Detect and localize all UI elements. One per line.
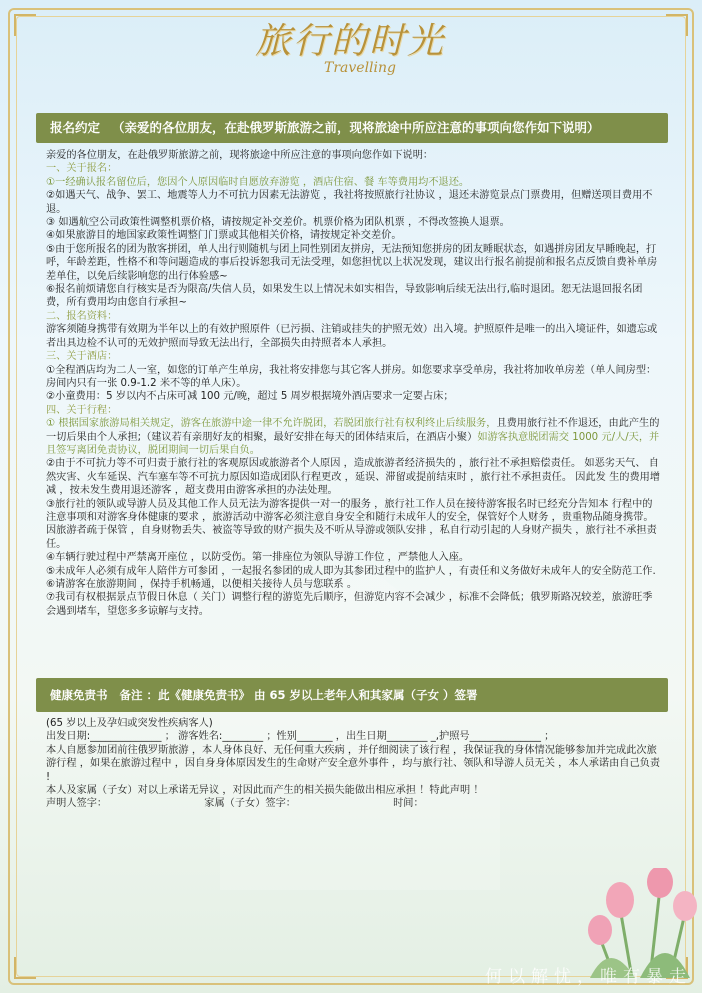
list-item — [46, 417, 662, 457]
section-heading: 四、关于行程： — [46, 404, 118, 416]
intro-text: 亲爱的各位朋友，在赴俄罗斯旅游之前，现将旅途中所应注意的事项向您作如下说明： — [46, 150, 434, 161]
list-item: ③旅行社的领队或导游人员及其他工作人员无法为游客提供一对一的服务 ，旅行社工作人员在接待游客报名时已经充分告知本 行程中的注意事项和对游客身体健康的要求 ，旅游活动中游客必须注意自身安全和随行未成年人的安全，保管好个人财务 ，贵重物品随身携带。因旅游者疏于保管 ，自身财物丢失、被盗等导致的财产损失及不听从导游或领队安排 ，私自行动引起的人身财产损失 ，旅行社不承担责任。 — [46, 498, 657, 550]
list-item: ⑥请游客在旅游期间 ，保持手机畅通，以便相关接待人员与您联系 。 — [46, 579, 358, 590]
banner-text: （亲爱的各位朋友，在赴俄罗斯旅游之前，现将旅途中所应注意的事项向您作如下说明） — [112, 120, 600, 135]
watermark-text: 何以解忧，唯有暴走 — [485, 967, 692, 987]
banner-label: 健康免责书 — [50, 688, 108, 702]
section-heading: 三、关于酒店： — [46, 351, 118, 363]
list-item: ①全程酒店均为二人一室，如您的订单产生单房，我社将安排您与其它客人拼房。如您要求享受单房，我社将加收单房差（单人间房型：房间内只有一张 0.9-1.2 米不等的单人床）。 — [46, 364, 657, 389]
registration-banner — [36, 113, 668, 143]
signature-line: 声明人签字： 家属（子女）签字： 时间： — [46, 798, 424, 810]
logo-subtitle: Travelling — [324, 60, 396, 76]
waiver-fields: 出发日期:______________ ； 游客姓名:________ ；性别_______ ，出生日期________ _,护照号______________ ； — [46, 731, 555, 743]
logo-title: 旅行的时光 — [254, 21, 445, 62]
item-text: 且费用旅行社不作退还，由此产生的一切后果由个人承担;（建议若有亲朋好友的相聚，最好安排在每天的团体结束后，在酒店小聚） — [46, 418, 660, 443]
health-waiver-banner — [36, 678, 668, 712]
list-item: ①一经确认报名留位后，您因个人原因临时自愿放弃游览 ，酒店住宿、餐 车等费用均不退还。 — [46, 176, 470, 188]
waiver-scope: (65 岁以上及孕妇或突发性疾病客人) — [46, 718, 213, 729]
banner-label: 报名约定 — [50, 120, 101, 135]
registration-content — [46, 149, 662, 618]
list-item: ④车辆行驶过程中严禁离开座位 ，以防受伤。第一排座位为领队导游工作位 ，严禁他人入座。 — [46, 552, 470, 564]
passport-text: 游客须随身携带有效期为半年以上的有效护照原件（已污损、注销或挂失的护照无效）出入境。护照原件是唯一的出入境证件，如遗忘或者出具边检不认可的无效护照而导致无法出行，全部损失由持照者本人承担。 — [46, 324, 658, 349]
health-waiver-content — [46, 717, 662, 811]
logo — [250, 18, 450, 96]
list-item: ⑤未成年人必须有成年人陪伴方可参团 ，一起报名参团的成人即为其参团过程中的监护人 ，有责任和义务做好未成年人的安全防范工作. — [46, 565, 656, 577]
list-item: ②如遇天气、战争、罢工、地震等人力不可抗力因素无法游览 ，我社将按照旅行社协议 ，退还未游览景点门票费用，但赠送项目费用不退。 — [46, 190, 653, 215]
waiver-declaration: 本人及家属（子女）对以上承诺无异议 ，对因此而产生的相关损失能做出相应承担 ！特此声明 ！ — [46, 785, 484, 797]
list-item: ⑤由于您所报名的团为散客拼团，单人出行则随机与团上同性别团友拼房，无法预知您拼房的团友睡眠状态，如遇拼房团友早睡晚起，打呼，年龄差距，性格不和等问题造成的事后投诉恕我司无法受理，如您担忧以上状况发现，建议出行报名前提前和报名点反馈自费补单房差单住，以免后续影响您的出行体验感~ — [46, 243, 658, 282]
list-item: ③ 如遇航空公司政策性调整机票价格，请按规定补交差价。机票价格为团队机票 ，不得改签换人退票。 — [46, 217, 510, 229]
list-item: ②小童费用：5 岁以内不占床可减 100 元/晚，超过 5 周岁根据境外酒店要求一定要占床； — [46, 391, 454, 403]
section-heading: 二、报名资料： — [46, 310, 118, 322]
highlight-text: 如游客执意脱团需交 1000 元/人/天，并且签写离团免责协议，脱团期间一切后果自负。 — [46, 431, 660, 456]
section-heading: 一、关于报名： — [46, 163, 118, 175]
highlight-text: ① 根据国家旅游局相关规定，游客在旅游中途一律不允许脱团，若脱团旅行社有权利终止后续服务， — [46, 418, 497, 430]
list-item: ④如果旅游目的地国家政策性调整门门票或其他相关价格，请按规定补交差价。 — [46, 230, 402, 242]
list-item: ⑦我司有权根据景点节假日休息（ 关门）调整行程的游览先后顺序，但游览内容不会减少 ，标准不会降低；俄罗斯路况较差，旅游旺季会遇到堵车，望您多多谅解与支持。 — [46, 592, 653, 617]
banner-note: 备注 ：此《健康免责书》 由 65 岁以上老年人和其家属（子女 ）签署 — [119, 688, 478, 702]
list-item: ⑥报名前烦请您自行核实是否为限高/失信人员，如果发生以上情况未如实相告，导致影响后续无法出行,临时退团。恕无法退回报名团费，所有费用均由您自行承担~ — [46, 284, 643, 309]
waiver-statement: 本人自愿参加团前往俄罗斯旅游 ，本人身体良好、无任何重大疾病 ，并仔细阅读了该行程 ，我保证我的身体情况能够参加并完成此次旅游行程 ，如果在旅游过程中 ，因自身身体原因发生的生命财产安全意外事件 ，均与旅行社、领队和导游人员无关 ，本人承诺由自己负责 ! — [46, 744, 661, 783]
list-item: ②由于不可抗力等不可归责于旅行社的客观原因或旅游者个人原因 ，造成旅游者经济损失的 ，旅行社不承担赔偿责任。 如恶劣天气、 自然灾害、火车延误、汽车塞车等不可抗力原因如造成团队行程更改 ，延误、滞留或提前结束时 ，旅行社不承担责任。 因此发 生的费用增减 ，按未发生费用退还游客 ，超支费用由游客承担的办法处理。 — [46, 458, 661, 497]
